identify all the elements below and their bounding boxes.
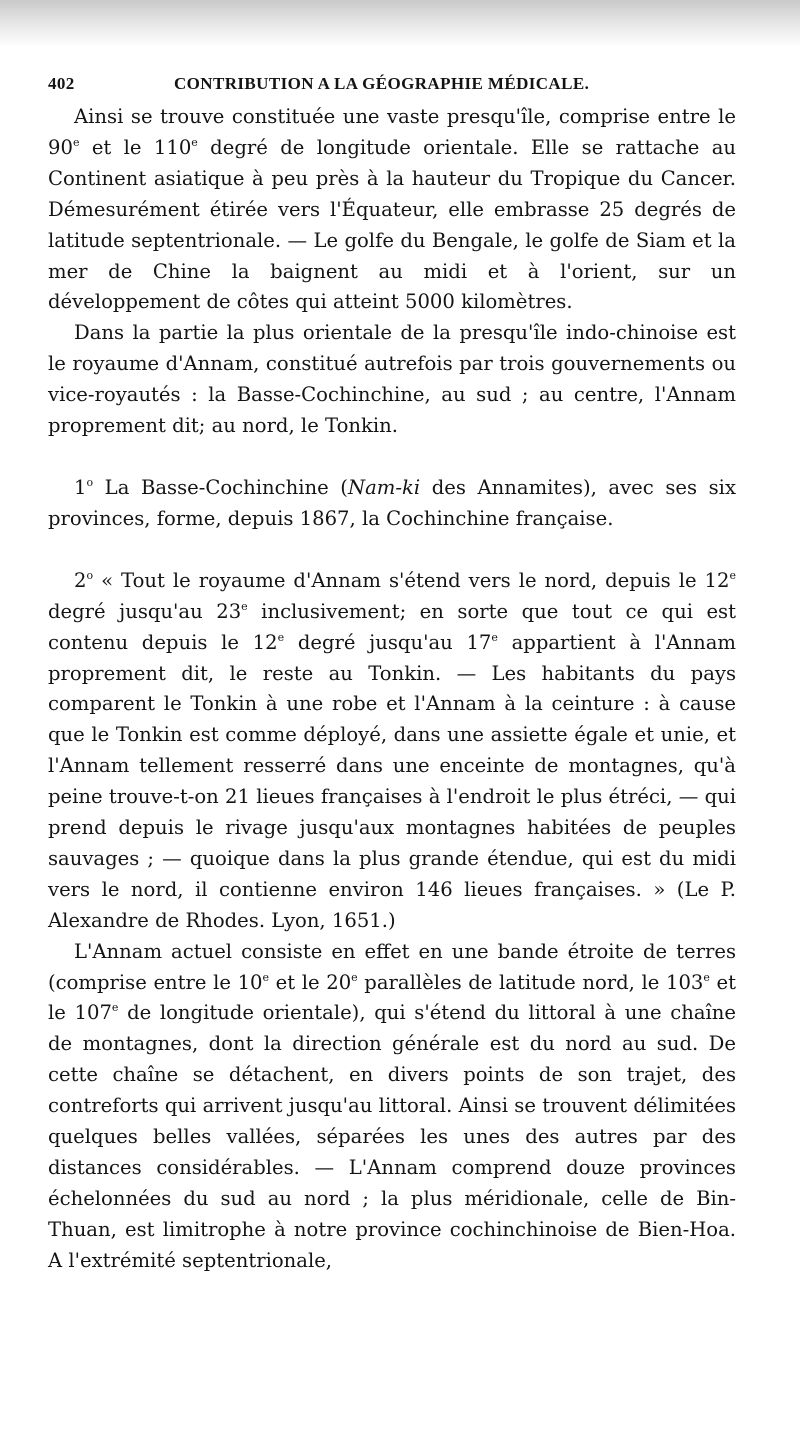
superscript: e bbox=[111, 1001, 119, 1015]
superscript: e bbox=[703, 970, 710, 984]
text-run: inclusivement; en sorte que tout ce qui est contenu depuis le 12 bbox=[48, 599, 736, 654]
superscript: e bbox=[72, 135, 80, 149]
superscript: e bbox=[351, 970, 358, 984]
text-run: Dans la partie la plus orientale de la presqu'île indo-chinoise est le royaume d'Annam, constitué autrefois par trois gouvernements ou vice-royautés : la Basse-Cochinchine, au sud ; au centre, l'Annam proprement dit; au nord, le Tonkin. bbox=[48, 321, 736, 438]
body-text bbox=[48, 102, 736, 1277]
text-run: Ainsi se trouve constituée une vaste presqu'île, comprise entre le 90 bbox=[48, 105, 736, 159]
scan-shadow bbox=[0, 0, 800, 48]
text-run: et le 20 bbox=[269, 970, 352, 994]
text-run: et le 107 bbox=[48, 970, 736, 1025]
superscript: e bbox=[277, 630, 285, 644]
running-head bbox=[48, 72, 736, 102]
text-run: de longitude orientale), qui s'étend du littoral à une chaîne de montagnes, dont la direction générale est du nord au sud. De cette chaîne se détachent, en divers points de son trajet, des contreforts qui arrivent jusqu'au littoral. Ainsi se trouvent délimitées quelques belles vallées, séparées les unes des autres par des distances considérables. — L'Annam comprend douze provinces échelonnées du sud au nord ; la plus méridionale, celle de Bin-Thuan, est limitrophe à notre province cochinchinoise de Bien-Hoa. A l'extrémité septentrionale, bbox=[48, 1001, 736, 1272]
superscript: e bbox=[241, 599, 248, 613]
superscript: e bbox=[491, 630, 498, 644]
text-run: degré de longitude orientale. Elle se rattache au Continent asiatique à peu près à la hauteur du Tropique du Cancer. Démesurément étirée vers l'Équateur, elle embrasse 25 degrés de latitude septentrionale. — Le golfe du Bengale, le golfe de Siam et la mer de Chine la baignent au midi et à l'orient, sur un développement de côtes qui atteint 5000 kilomètres. bbox=[48, 135, 736, 314]
paragraph-p4 bbox=[48, 566, 736, 937]
text-run: appartient à l'Annam proprement dit, le reste au Tonkin. — Les habitants du pays comparent le Tonkin à une robe et l'Annam à la ceinture : à cause que le Tonkin est comme déployé, dans une assiette égale et unie, et l'Annam tellement resserré dans une enceinte de montagnes, qu'à peine trouve-t-on 21 lieues françaises à l'endroit le plus étréci, — qui prend depuis le rivage jusqu'aux montagnes habitées de peuples sauvages ; — quoique dans la plus grande étendue, qui est du midi vers le nord, il contienne environ 146 lieues françaises. » (Le P. Alexandre de Rhodes. Lyon, 1651.) bbox=[48, 630, 737, 932]
text-run: et le 110 bbox=[79, 135, 192, 159]
superscript: e bbox=[191, 135, 198, 149]
superscript: e bbox=[729, 568, 736, 582]
running-title: CONTRIBUTION A LA GÉOGRAPHIE MÉDICALE. bbox=[174, 74, 590, 93]
text-run: 2 bbox=[74, 568, 87, 592]
text-run: L'Annam actuel consiste en effet en une bande étroite de terres (comprise entre le 10 bbox=[48, 939, 736, 994]
paragraph-p1 bbox=[48, 102, 736, 318]
book-page bbox=[48, 72, 736, 1277]
text-run: parallèles de latitude nord, le 103 bbox=[357, 970, 704, 994]
superscript: o bbox=[86, 475, 94, 489]
paragraph-p3 bbox=[48, 473, 736, 535]
superscript: e bbox=[262, 970, 270, 984]
italic-text: Nam-ki bbox=[347, 475, 421, 499]
superscript: o bbox=[86, 568, 94, 582]
text-run: « Tout le royaume d'Annam s'étend vers le nord, depuis le 12 bbox=[93, 568, 730, 592]
page-number: 402 bbox=[48, 74, 75, 93]
text-run: degré jusqu'au 23 bbox=[48, 599, 242, 623]
text-run: La Basse-Cochinchine ( bbox=[93, 475, 348, 499]
paragraph-p5 bbox=[48, 937, 736, 1277]
text-run: degré jusqu'au 17 bbox=[284, 630, 492, 654]
paragraph-p2 bbox=[48, 318, 736, 442]
text-run: des Annamites), avec ses six provinces, forme, depuis 1867, la Cochinchine française. bbox=[48, 475, 737, 530]
text-run: 1 bbox=[74, 475, 87, 499]
